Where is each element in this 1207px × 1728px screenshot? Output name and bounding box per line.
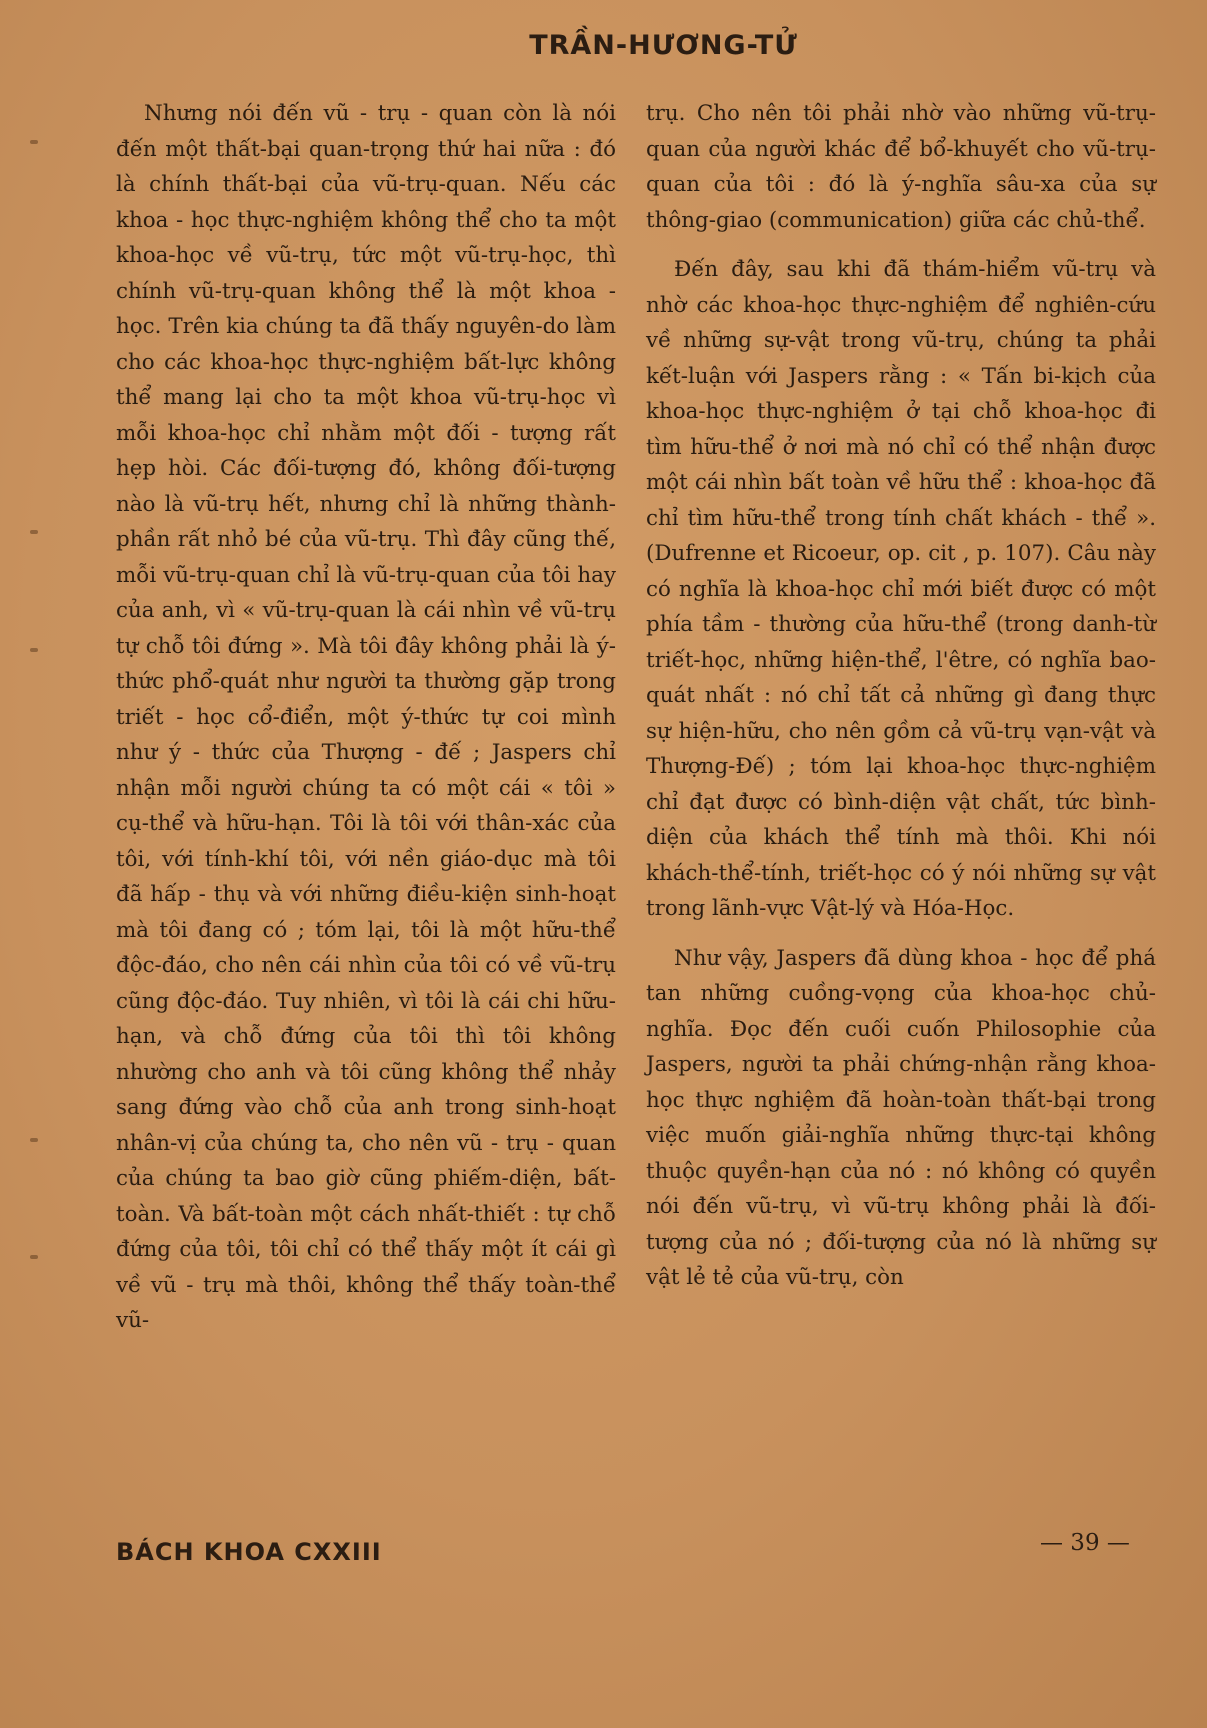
binding-hole-mark <box>30 1138 38 1142</box>
running-header: TRẦN-HƯƠNG-TỬ <box>529 30 798 61</box>
body-paragraph: Như vậy, Jaspers đã dùng khoa - học để phá tan những cuồng-vọng của khoa-học chủ-nghĩa. Đọc đến cuối cuốn Philosophie của Jaspers, người ta phải chứng-nhận rằng khoa-học thực nghiệm đã hoàn-toàn thất-bại trong việc muốn giải-nghĩa những thực-tại không thuộc quyền-hạn của nó : nó không có quyền nói đến vũ-trụ, vì vũ-trụ không phải là đối-tượng của nó ; đối-tượng của nó là những sự vật lẻ tẻ của vũ-trụ, còn <box>646 945 1156 1290</box>
binding-hole-mark <box>30 530 38 534</box>
body-paragraph: Đến đây, sau khi đã thám-hiểm vũ-trụ và nhờ các khoa-học thực-nghiệm để nghiên-cứu về những sự-vật trong vũ-trụ, chúng ta phải kết-luận với Jaspers rằng : « Tấn bi-kịch của khoa-học thực-nghiệm ở tại chỗ khoa-học đi tìm hữu-thể ở nơi mà nó chỉ có thể nhận được một cái nhìn bất toàn về hữu thể : khoa-học đã chỉ tìm hữu-thể trong tính chất khách - thể ». (Dufrenne et Ricoeur, op. cit , p. 107). Câu này có nghĩa là khoa-học chỉ mới biết được có một phía tầm - thường của hữu-thể (trong danh-từ triết-học, những hiện-thể, l'être, có nghĩa bao-quát nhất : nó chỉ tất cả những gì đang thực sự hiện-hữu, cho nên gồm cả vũ-trụ vạn-vật và Thượng-Đế) ; tóm lại khoa-học thực-nghiệm chỉ đạt được có bình-diện vật chất, tức bình-diện của khách thể tính mà thôi. Khi nói khách-thể-tính, triết-học có ý nói những sự vật trong lãnh-vực Vật-lý và Hóa-Học. <box>646 257 1156 921</box>
left-column <box>116 96 616 1339</box>
page-number: — 39 — <box>1040 1530 1130 1556</box>
binding-hole-mark <box>30 140 38 144</box>
body-paragraph: trụ. Cho nên tôi phải nhờ vào những vũ-trụ-quan của người khác để bổ-khuyết cho vũ-trụ-quan của tôi : đó là ý-nghĩa sâu-xa của sự thông-giao (communication) giữa các chủ-thể. <box>646 101 1156 233</box>
binding-hole-mark <box>30 1255 38 1259</box>
binding-hole-mark <box>30 648 38 652</box>
body-paragraph: Nhưng nói đến vũ - trụ - quan còn là nói đến một thất-bại quan-trọng thứ hai nữa : đó là chính thất-bại của vũ-trụ-quan. Nếu các khoa - học thực-nghiệm không thể cho ta một khoa-học về vũ-trụ, tức một vũ-trụ-học, thì chính vũ-trụ-quan không thể là một khoa - học. Trên kia chúng ta đã thấy nguyên-do làm cho các khoa-học thực-nghiệm bất-lực không thể mang lại cho ta một khoa vũ-trụ-học vì mỗi khoa-học chỉ nhằm một đối - tượng rất hẹp hòi. Các đối-tượng đó, không đối-tượng nào là vũ-trụ hết, nhưng chỉ là những thành-phần rất nhỏ bé của vũ-trụ. Thì đây cũng thế, mỗi vũ-trụ-quan chỉ là vũ-trụ-quan của tôi hay của anh, vì « vũ-trụ-quan là cái nhìn về vũ-trụ tự chỗ tôi đứng ». Mà tôi đây không phải là ý-thức phổ-quát như người ta thường gặp trong triết - học cổ-điển, một ý-thức tự coi mình như ý - thức của Thượng - đế ; Jaspers chỉ nhận mỗi người chúng ta có một cái « tôi » cụ-thể và hữu-hạn. Tôi là tôi với thân-xác của tôi, với tính-khí tôi, với nền giáo-dục mà tôi đã hấp - thụ và với những điều-kiện sinh-hoạt mà tôi đang có ; tóm lại, tôi là một hữu-thể độc-đáo, cho nên cái nhìn của tôi có về vũ-trụ cũng độc-đáo. Tuy nhiên, vì tôi là cái chi hữu-hạn, và chỗ đứng của tôi thì tôi không nhường cho anh và tôi cũng không thể nhảy sang đứng vào chỗ của anh trong sinh-hoạt nhân-vị của chúng ta, cho nên vũ - trụ - quan của chúng ta bao giờ cũng phiếm-diện, bất-toàn. Và bất-toàn một cách nhất-thiết : tự chỗ đứng của tôi, tôi chỉ có thể thấy một ít cái gì về vũ - trụ mà thôi, không thể thấy toàn-thể vũ- <box>116 101 616 1333</box>
right-column <box>646 96 1156 1296</box>
publication-name: BÁCH KHOA CXXIII <box>116 1538 382 1566</box>
